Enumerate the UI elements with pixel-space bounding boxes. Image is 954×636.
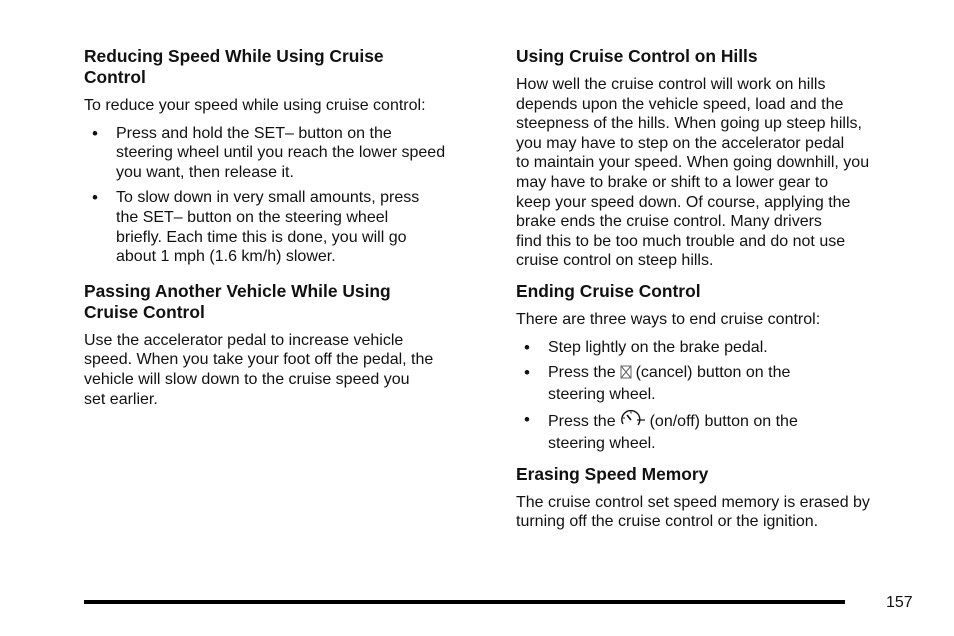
list-item: • To slow down in very small amounts, press the SET– button on the steering wheel briefly. Each time this is done, you will go about 1 mph (1.6 km/h) slower. [84, 188, 494, 266]
reducing-speed-intro: To reduce your speed while using cruise control: [84, 97, 426, 114]
reducing-speed-list [84, 124, 494, 267]
page-number: 157 [886, 594, 913, 611]
list-item: • Press and hold the SET– button on the steering wheel until you reach the lower speed you want, then release it. [84, 124, 494, 183]
hills-body: How well the cruise control will work on hills depends upon the vehicle speed, load and the steepness of the hills. When going up steep hills, you may have to step on the accelerator pedal to maintain your speed. When going downhill, you may have to brake or shift to a lower gear to keep your speed down. Of course, applying the brake ends the cruise control. Many drivers find this to be too much trouble and do not use cruise control on steep hills. [516, 76, 870, 270]
heading-hills: Using Cruise Control on Hills [516, 46, 758, 66]
right-column [516, 46, 926, 540]
bullet-text-pre: Press the [548, 364, 616, 382]
list-item [516, 410, 926, 453]
passing-vehicle-body: Use the accelerator pedal to increase vehicle speed. When you take your foot off the pedal, the vehicle will slow down to the cruise speed you set earlier. [84, 331, 434, 408]
ending-cruise-list [516, 338, 926, 454]
list-item [516, 363, 926, 404]
left-column [84, 46, 494, 417]
heading-reducing-speed: Reducing Speed While Using Cruise Control [84, 46, 384, 87]
bullet-text-post: (cancel) button on the steering wheel. [548, 364, 791, 403]
heading-passing-vehicle: Passing Another Vehicle While Using Cruise Control [84, 280, 391, 322]
cancel-icon [620, 365, 632, 385]
cruise-on-off-icon [620, 410, 646, 434]
list-item: • Step lightly on the brake pedal. [516, 338, 926, 358]
bullet-text-post: (on/off) button on the steering wheel. [548, 413, 798, 452]
heading-erasing-memory: Erasing Speed Memory [516, 463, 709, 484]
bullet-text-pre: Press the [548, 413, 616, 431]
ending-cruise-intro: There are three ways to end cruise control: [516, 310, 821, 328]
heading-ending-cruise: Ending Cruise Control [516, 280, 701, 301]
footer-rule [84, 600, 845, 604]
erasing-memory-body: The cruise control set speed memory is erased by turning off the cruise control or the ignition. [516, 493, 870, 531]
